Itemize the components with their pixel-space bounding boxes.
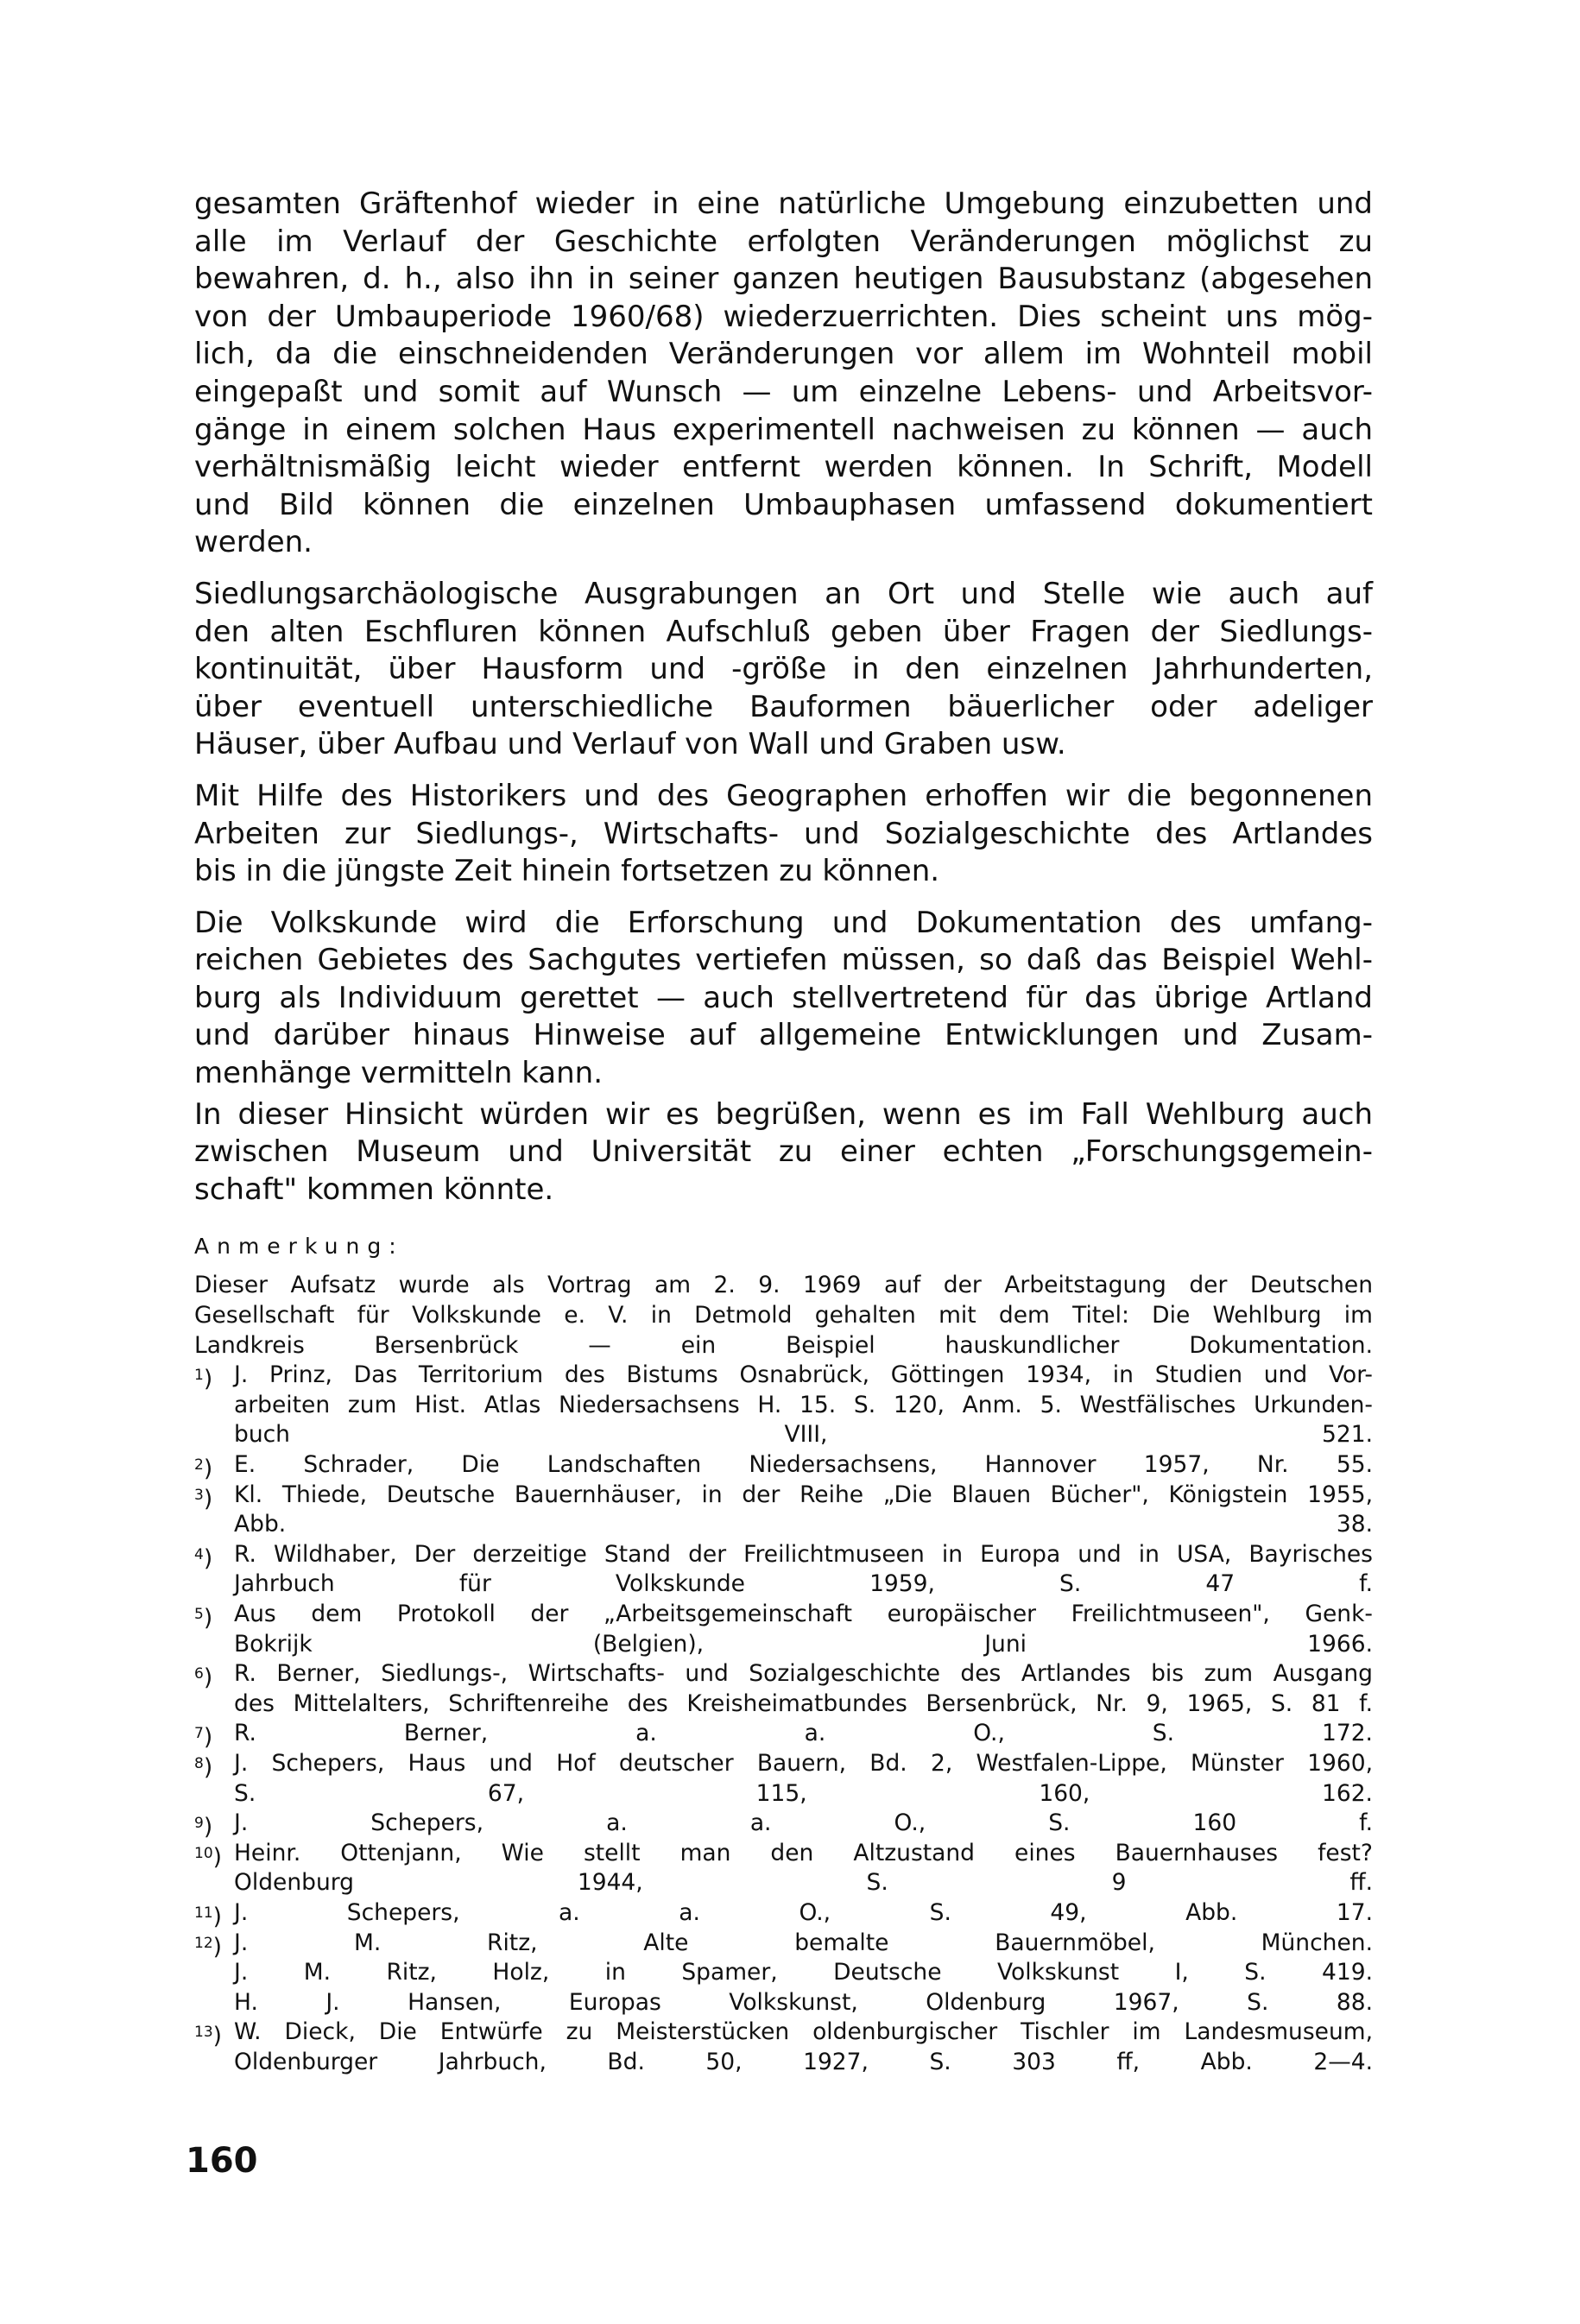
text-line: arbeiten zum Hist. Atlas Niedersachsens H. 15. S. 120, Anm. 5. Westfälisches Urkunden- (234, 1391, 1373, 1418)
text-line: gänge in einem solchen Haus experimentell nachweisen zu können — auch (194, 412, 1373, 447)
footnote-number: $^{10}$) (194, 1843, 222, 1871)
text-line: und Bild können die einzelnen Umbauphasen umfassend dokumentiert (194, 487, 1373, 522)
footnote-number-text: 10 (194, 1844, 213, 1862)
footnote-text (234, 2018, 1373, 2077)
footnote-number-text: 12 (194, 1934, 213, 1952)
text-line: Siedlungsarchäologische Ausgrabungen an Ort und Stelle wie auch auf (194, 576, 1373, 611)
text-line: des Mittelalters, Schriftenreihe des Kreisheimatbundes Bersenbrück, Nr. 9, 1965, S. 81 f. (234, 1689, 1373, 1717)
footnote-text (234, 1659, 1373, 1719)
text-line: buch VIII, 521. (234, 1421, 1373, 1449)
footnote (194, 1450, 1373, 1481)
footnote-number: $^4$) (194, 1544, 213, 1572)
notes-section (194, 1271, 1373, 2077)
text-line: Oldenburg 1944, S. 9 ff. (234, 1869, 1373, 1897)
footnote-text (234, 1450, 1373, 1481)
footnote (194, 1749, 1373, 1809)
footnote-list (194, 1361, 1373, 2077)
text-line: Jahrbuch für Volkskunde 1959, S. 47 f. (234, 1570, 1373, 1598)
text-line: schaft" kommen könnte. (194, 1171, 554, 1207)
text-line: Häuser, über Aufbau und Verlauf von Wall und Graben usw. (194, 727, 1066, 762)
page-number: 160 (186, 2141, 258, 2181)
footnote-number: $^8$) (194, 1753, 213, 1781)
paragraph-1 (194, 186, 1373, 562)
footnote-number: $^1$) (194, 1366, 213, 1393)
text-line: Abb. 38. (234, 1511, 1373, 1538)
footnote-number: $^{12}$) (194, 1933, 222, 1961)
text-line: Dieser Aufsatz wurde als Vortrag am 2. 9. 1969 auf der Arbeitstagung der Deutschen (194, 1272, 1373, 1299)
text-line: verhältnismäßig leicht wieder entfernt werden können. In Schrift, Modell (194, 450, 1373, 485)
footnote (194, 1600, 1373, 1659)
footnote-number: $^{11}$) (194, 1903, 222, 1930)
footnote-number-text: 7 (194, 1725, 204, 1743)
text-line: H. J. Hansen, Europas Volkskunst, Oldenburg 1967, S. 88. (234, 1988, 1373, 2016)
footnote (194, 1540, 1373, 1600)
text-line: werden. (194, 525, 313, 560)
notes-heading: Anmerkung: (194, 1234, 404, 1260)
footnote-text (234, 1719, 1373, 1749)
footnote-number: $^9$) (194, 1814, 213, 1841)
text-line: von der Umbauperiode 1960/68) wiederzuerrichten. Dies scheint uns mög- (194, 299, 1373, 334)
footnote-number: $^{13}$) (194, 2023, 222, 2050)
footnote (194, 1898, 1373, 1929)
text-line: den alten Eschfluren können Aufschluß geben über Fragen der Siedlungs- (194, 614, 1373, 649)
text-line: R. Wildhaber, Der derzeitige Stand der Freilichtmuseen in Europa und in USA, Bayrisches (234, 1540, 1373, 1568)
text-line: menhänge vermitteln kann. (194, 1056, 604, 1091)
text-line: E. Schrader, Die Landschaften Niedersachsens, Hannover 1957, Nr. 55. (234, 1451, 1373, 1478)
footnote-number-text: 2 (194, 1456, 204, 1474)
footnote-text (234, 1809, 1373, 1839)
text-line: zwischen Museum und Universität zu einer echten „Forschungsgemein- (194, 1134, 1373, 1170)
footnote-number: $^3$) (194, 1485, 213, 1512)
text-line: lich, da die einschneidenden Veränderungen vor allem im Wohnteil mobil (194, 337, 1373, 372)
paragraph-2 (194, 576, 1373, 764)
text-line: Heinr. Ottenjann, Wie stellt man den Altzustand eines Bauernhauses fest? (234, 1839, 1373, 1866)
text-line: bewahren, d. h., also ihn in seiner ganzen heutigen Bausubstanz (abgesehen (194, 262, 1373, 297)
text-line: J. M. Ritz, Holz, in Spamer, Deutsche Volkskunst I, S. 419. (234, 1959, 1373, 1986)
text-line: S. 67, 115, 160, 162. (234, 1779, 1373, 1807)
paragraph-5 (194, 1096, 1373, 1209)
footnote (194, 1659, 1373, 1719)
text-line: eingepaßt und somit auf Wunsch — um einzelne Lebens- und Arbeitsvor- (194, 374, 1373, 409)
footnote-text (234, 1481, 1373, 1540)
footnote-number: $^2$) (194, 1456, 213, 1482)
text-line: Mit Hilfe des Historikers und des Geographen erhoffen wir die begonnenen (194, 778, 1373, 813)
text-line: R. Berner, a. a. O., S. 172. (234, 1720, 1373, 1747)
footnote-number-text: 1 (194, 1367, 204, 1385)
footnote (194, 1839, 1373, 1898)
text-line: R. Berner, Siedlungs-, Wirtschafts- und Sozialgeschichte des Artlandes bis zum Ausgang (234, 1660, 1373, 1688)
text-line: Arbeiten zur Siedlungs-, Wirtschafts- und Sozialgeschichte des Artlandes (194, 816, 1373, 851)
footnote-text (234, 1600, 1373, 1659)
footnote (194, 1719, 1373, 1752)
paragraph-4 (194, 905, 1373, 1093)
footnote-text (234, 1839, 1373, 1898)
footnote-number: $^6$) (194, 1664, 213, 1692)
footnote-number-text: 4 (194, 1545, 204, 1563)
text-line: Bokrijk (Belgien), Juni 1966. (234, 1630, 1373, 1658)
footnote-text (234, 1361, 1373, 1450)
footnote-number-text: 9 (194, 1815, 204, 1833)
paragraph-3 (194, 778, 1373, 891)
footnote-number: $^5$) (194, 1604, 213, 1632)
footnote (194, 1481, 1373, 1540)
text-line: alle im Verlauf der Geschichte erfolgten Veränderungen möglichst zu (194, 224, 1373, 259)
text-line: W. Dieck, Die Entwürfe zu Meisterstücken oldenburgischer Tischler im Landesmuseum, (234, 2018, 1373, 2046)
notes-intro (194, 1271, 1373, 1361)
text-line: J. Schepers, Haus und Hof deutscher Bauern, Bd. 2, Westfalen-Lippe, Münster 1960, (234, 1749, 1373, 1777)
footnote (194, 1361, 1373, 1450)
footnote-number: $^7$) (194, 1724, 213, 1752)
text-line: In dieser Hinsicht würden wir es begrüßen, wenn es im Fall Wehlburg auch (194, 1096, 1373, 1132)
footnote-number-text: 6 (194, 1665, 204, 1683)
footnote-text (234, 1749, 1373, 1809)
text-line: bis in die jüngste Zeit hinein fortsetzen zu können. (194, 854, 940, 889)
footnote-number-text: 3 (194, 1486, 204, 1504)
text-line: über eventuell unterschiedliche Bauformen bäuerlicher oder adeliger (194, 689, 1373, 724)
text-line: J. M. Ritz, Alte bemalte Bauernmöbel, München. (234, 1929, 1373, 1956)
footnote-text (234, 1540, 1373, 1600)
text-line: kontinuität, über Hausform und -größe in den einzelnen Jahrhunderten, (194, 652, 1373, 687)
text-line: Kl. Thiede, Deutsche Bauernhäuser, in der Reihe „Die Blauen Bücher", Königstein 1955, (234, 1481, 1373, 1508)
text-line: J. Schepers, a. a. O., S. 49, Abb. 17. (234, 1898, 1373, 1926)
text-line: gesamten Gräftenhof wieder in eine natürliche Umgebung einzubetten und (194, 186, 1373, 221)
footnote-text (234, 1898, 1373, 1929)
footnote-number-text: 11 (194, 1904, 213, 1922)
text-line: burg als Individuum gerettet — auch stellvertretend für das übrige Artland (194, 980, 1373, 1015)
text-line: Gesellschaft für Volkskunde e. V. in Detmold gehalten mit dem Titel: Die Wehlburg im (194, 1302, 1373, 1329)
footnote (194, 2018, 1373, 2077)
text-line: reichen Gebietes des Sachgutes vertiefen müssen, so daß das Beispiel Wehl- (194, 943, 1373, 978)
text-line: und darüber hinaus Hinweise auf allgemeine Entwicklungen und Zusam- (194, 1018, 1373, 1053)
text-line: Aus dem Protokoll der „Arbeitsgemeinschaft europäischer Freilichtmuseen", Genk- (234, 1600, 1373, 1627)
text-line: Oldenburger Jahrbuch, Bd. 50, 1927, S. 303 ff, Abb. 2—4. (234, 2048, 1373, 2075)
footnote (194, 1929, 1373, 2018)
footnote-number-text: 13 (194, 2024, 213, 2042)
footnote-number-text: 5 (194, 1605, 204, 1623)
text-line: J. Schepers, a. a. O., S. 160 f. (234, 1809, 1373, 1837)
footnote-number-text: 8 (194, 1754, 204, 1772)
text-line: J. Prinz, Das Territorium des Bistums Osnabrück, Göttingen 1934, in Studien und Vor- (234, 1361, 1373, 1389)
page-content (194, 186, 1373, 2077)
footnote-text (234, 1929, 1373, 2018)
text-line: Die Volkskunde wird die Erforschung und Dokumentation des umfang- (194, 905, 1373, 940)
footnote (194, 1809, 1373, 1839)
text-line: Landkreis Bersenbrück — ein Beispiel hauskundlicher Dokumentation. (194, 1331, 1373, 1359)
